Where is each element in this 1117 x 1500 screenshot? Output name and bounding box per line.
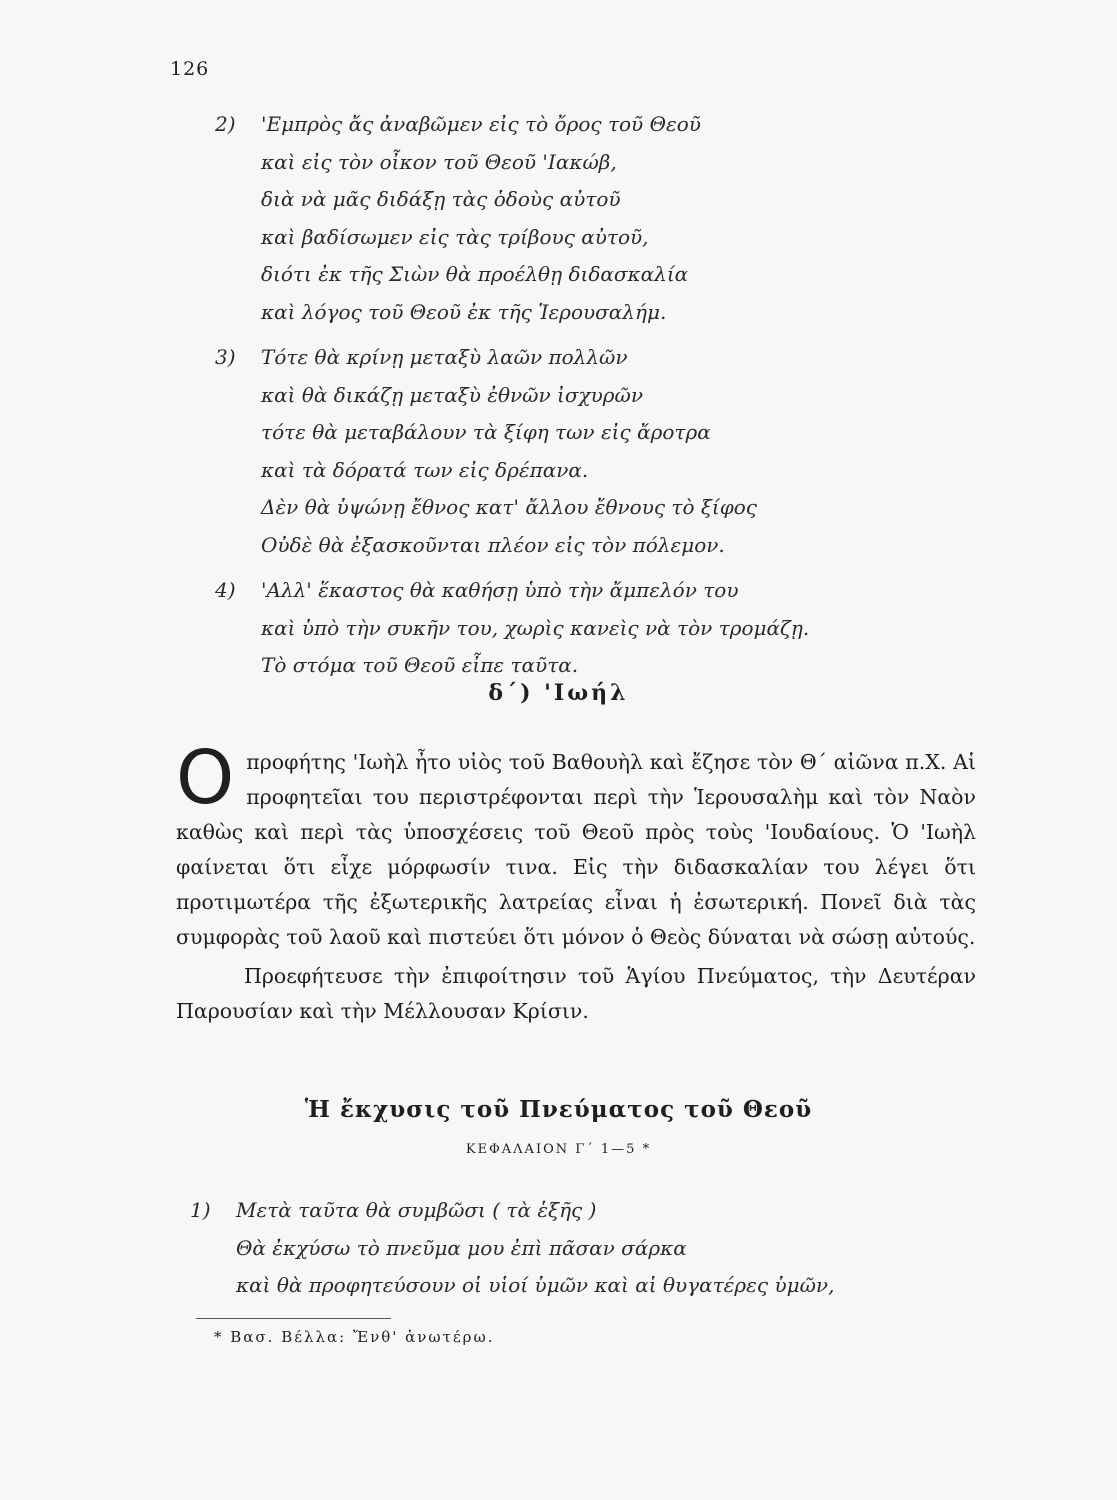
verse-line: Δὲν θὰ ὑψώνῃ ἔθνος κατ' ἄλλου ἔθνους τὸ ξίφος bbox=[261, 495, 757, 519]
footnote-rule bbox=[196, 1318, 391, 1319]
verse bbox=[215, 339, 809, 564]
verse-line: 'Αλλ' ἕκαστος θὰ καθήσῃ ὑπὸ τὴν ἄμπελόν του bbox=[261, 578, 739, 602]
verse-line: καὶ θὰ προφητεύσουν οἱ υἱοί ὑμῶν καὶ αἱ θυγατέρες ὑμῶν, bbox=[236, 1273, 835, 1297]
verse-line: 'Εμπρὸς ἄς ἀναβῶμεν εἰς τὸ ὄρος τοῦ Θεοῦ bbox=[261, 112, 701, 136]
verse-block-lower bbox=[190, 1192, 834, 1305]
section-heading: δ΄) 'Ιωήλ bbox=[488, 680, 629, 706]
verse-number: 2) bbox=[215, 112, 236, 136]
paragraph-text: Προεφήτευσε τὴν ἐπιφοίτησιν τοῦ Ἁγίου Πνεύματος, τὴν Δευτέραν Παρουσίαν καὶ τὴν Μέλλουσαν Κρίσιν. bbox=[176, 964, 976, 1023]
sub-heading: Ἡ ἔκχυσις τοῦ Πνεύματος τοῦ Θεοῦ bbox=[304, 1096, 813, 1123]
verse-line: καὶ τὰ δόρατά των εἰς δρέπανα. bbox=[261, 457, 589, 482]
paragraph bbox=[176, 735, 976, 955]
paragraph-text: προφήτης 'Ιωὴλ ἦτο υἱὸς τοῦ Βαθουὴλ καὶ ἔζησε τὸν Θ΄ αἰῶνα π.Χ. Αἱ προφητεῖαι του περιστρέφονται περὶ τὴν Ἱερουσαλὴμ καὶ τὸν Ναὸν καθὼς καὶ περὶ τὰς ὑποσχέσεις τοῦ Θεοῦ πρὸς τοὺς 'Ιουδαίους. Ὁ 'Ιωὴλ φαίνεται ὅτι εἶχε μόρφωσίν τινα. Εἰς τὴν διδασκαλίαν του λέγει ὅτι προτιμωτέρα τῆς ἐξωτερικῆς λατρείας εἶναι ἡ ἐσωτερική. Πονεῖ διὰ τὰς συμφορὰς τοῦ λαοῦ καὶ πιστεύει ὅτι μόνον ὁ Θεὸς δύναται νὰ σώσῃ αὐτούς. bbox=[176, 750, 976, 949]
verse-line: Οὐδὲ θὰ ἐξασκοῦνται πλέον εἰς τὸν πόλεμον. bbox=[261, 532, 725, 557]
verse-line: καὶ εἰς τὸν οἶκον τοῦ Θεοῦ 'Ιακώβ, bbox=[261, 149, 617, 174]
verse-number: 4) bbox=[215, 578, 236, 602]
verse-line: καὶ ὑπὸ τὴν συκῆν του, χωρὶς κανεὶς νὰ τὸν τρομάζῃ. bbox=[261, 615, 810, 640]
verse-line: καὶ βαδίσωμεν εἰς τὰς τρίβους αὐτοῦ, bbox=[261, 224, 649, 249]
prose-body bbox=[176, 735, 976, 1029]
verse-block-upper bbox=[215, 106, 809, 685]
drop-cap: Ο bbox=[176, 735, 235, 821]
verse bbox=[215, 106, 809, 331]
verse-line: Μετὰ ταῦτα θὰ συμβῶσι ( τὰ ἑξῆς ) bbox=[236, 1198, 597, 1222]
verse-line: Θὰ ἐκχύσω τὸ πνεῦμα μου ἐπὶ πᾶσαν σάρκα bbox=[236, 1235, 687, 1260]
verse-line: Τὸ στόμα τοῦ Θεοῦ εἶπε ταῦτα. bbox=[261, 653, 579, 677]
verse-line: διότι ἐκ τῆς Σιὼν θὰ προέλθῃ διδασκαλία bbox=[261, 262, 689, 286]
footnote: * Βασ. Βέλλα: Ἔνθ' ἀνωτέρω. bbox=[214, 1328, 495, 1346]
verse-line: καὶ λόγος τοῦ Θεοῦ ἐκ τῆς Ἱερουσαλήμ. bbox=[261, 299, 667, 324]
page-number: 126 bbox=[170, 58, 210, 80]
paragraph bbox=[176, 959, 976, 1029]
verse bbox=[215, 572, 809, 685]
verse bbox=[190, 1192, 834, 1305]
verse-line: τότε θὰ μεταβάλουν τὰ ξίφη των εἰς ἄροτρα bbox=[261, 420, 711, 444]
chapter-reference: ΚΕΦΑΛΑΙΟΝ Γ΄ 1—5 * bbox=[465, 1142, 652, 1157]
verse-line: καὶ θὰ δικάζῃ μεταξὺ ἐθνῶν ἰσχυρῶν bbox=[261, 382, 643, 407]
verse-number: 3) bbox=[215, 345, 236, 369]
verse-line: διὰ νὰ μᾶς διδάξῃ τὰς ὁδοὺς αὐτοῦ bbox=[261, 187, 621, 211]
verse-line: Τότε θὰ κρίνῃ μεταξὺ λαῶν πολλῶν bbox=[261, 345, 628, 369]
verse-number: 1) bbox=[190, 1198, 211, 1222]
